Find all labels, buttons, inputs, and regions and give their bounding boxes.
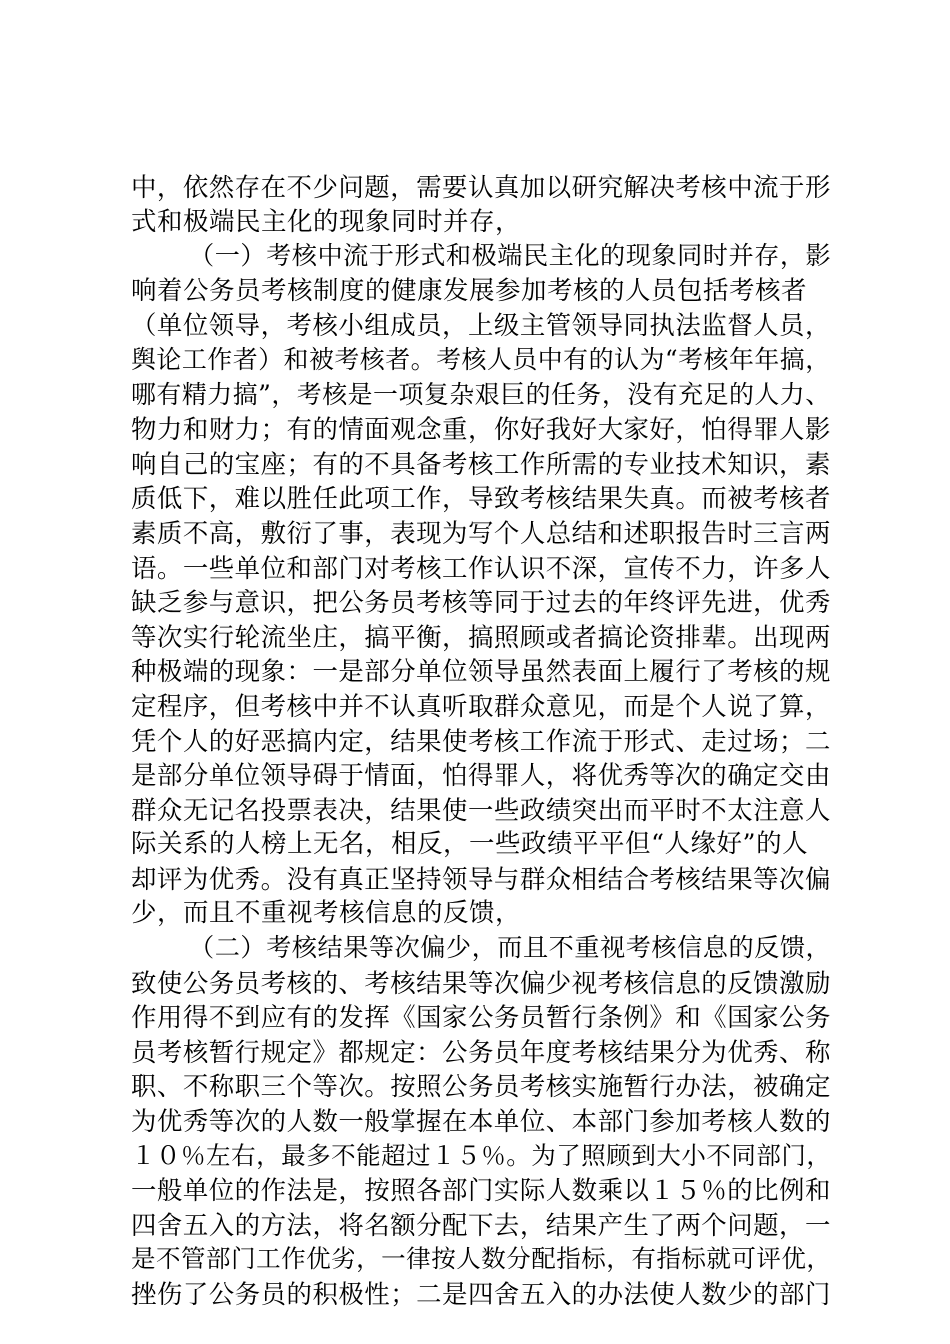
text-line: 种极端的现象：一是部分单位领导虽然表面上履行了考核的规 <box>131 656 831 687</box>
text-line: 素质不高，敷衍了事，表现为写个人总结和述职报告时三言两 <box>131 517 831 548</box>
text-line: 中，依然存在不少问题，需要认真加以研究解决考核中流于形 <box>131 172 831 202</box>
paragraph-1-first-line: （一）考核中流于形式和极端民主化的现象同时并存，影 <box>189 241 832 271</box>
text-line: 挫伤了公务员的积极性；二是四舍五入的办法使人数少的部门 <box>131 1279 831 1309</box>
text-line: 群众无记名投票表决，结果使一些政绩突出而平时不太注意人 <box>131 794 831 825</box>
text-line: 哪有精力搞”，考核是一项复杂艰巨的任务，没有充足的人力、 <box>131 379 831 409</box>
text-line: 职、不称职三个等次。按照公务员考核实施暂行办法，被确定 <box>131 1071 831 1102</box>
text-line: 致使公务员考核的、考核结果等次偏少视考核信息的反馈激励 <box>131 967 831 998</box>
text-line: 响着公务员考核制度的健康发展参加考核的人员包括考核者 <box>131 275 808 306</box>
text-line: 作用得不到应有的发挥《国家公务员暂行条例》和《国家公务 <box>131 1002 831 1033</box>
text-line: 响自己的宝座；有的不具备考核工作所需的专业技术知识，素 <box>131 448 831 479</box>
text-line: 缺乏参与意识，把公务员考核等同于过去的年终评先进，优秀 <box>131 587 831 618</box>
text-line: 质低下，难以胜任此项工作，导致考核结果失真。而被考核者 <box>131 483 831 514</box>
text-line: 舆论工作者）和被考核者。考核人员中有的认为“考核年年搞， <box>131 344 831 374</box>
text-line: 际关系的人榜上无名，相反，一些政绩平平但“人缘好”的人 <box>131 829 809 860</box>
text-line: 物力和财力；有的情面观念重，你好我好大家好，怕得罪人影 <box>131 414 831 445</box>
text-line: （单位领导，考核小组成员，上级主管领导同执法监督人员， <box>131 310 831 341</box>
text-line: 等次实行轮流坐庄，搞平衡，搞照顾或者搞论资排辈。出现两 <box>131 621 831 652</box>
text-line: 是不管部门工作优劣，一律按人数分配指标，有指标就可评优， <box>131 1244 832 1274</box>
text-line: 四舍五入的方法，将名额分配下去，结果产生了两个问题，一 <box>131 1209 831 1240</box>
paragraph-2-first-line: （二）考核结果等次偏少，而且不重视考核信息的反馈， <box>189 933 832 963</box>
text-line: 一般单位的作法是，按照各部门实际人数乘以１５％的比例和 <box>131 1175 831 1206</box>
text-line: 语。一些单位和部门对考核工作认识不深，宣传不力，许多人 <box>131 552 831 583</box>
text-line: １０％左右，最多不能超过１５％。为了照顾到大小不同部门， <box>131 1140 832 1170</box>
text-line: 凭个人的好恶搞内定，结果使考核工作流于形式、走过场；二 <box>131 725 831 756</box>
text-line: 是部分单位领导碍于情面，怕得罪人，将优秀等次的确定交由 <box>131 760 831 791</box>
text-line: 定程序，但考核中并不认真听取群众意见，而是个人说了算， <box>131 690 831 721</box>
text-line: 员考核暂行规定》都规定：公务员年度考核结果分为优秀、称 <box>131 1036 831 1067</box>
text-line: 少，而且不重视考核信息的反馈， <box>131 898 522 929</box>
text-line: 却评为优秀。没有真正坚持领导与群众相结合考核结果等次偏 <box>131 863 831 894</box>
text-line: 为优秀等次的人数一般掌握在本单位、本部门参加考核人数的 <box>131 1106 831 1137</box>
text-line: 式和极端民主化的现象同时并存， <box>131 206 522 237</box>
body-text <box>131 170 831 1312</box>
